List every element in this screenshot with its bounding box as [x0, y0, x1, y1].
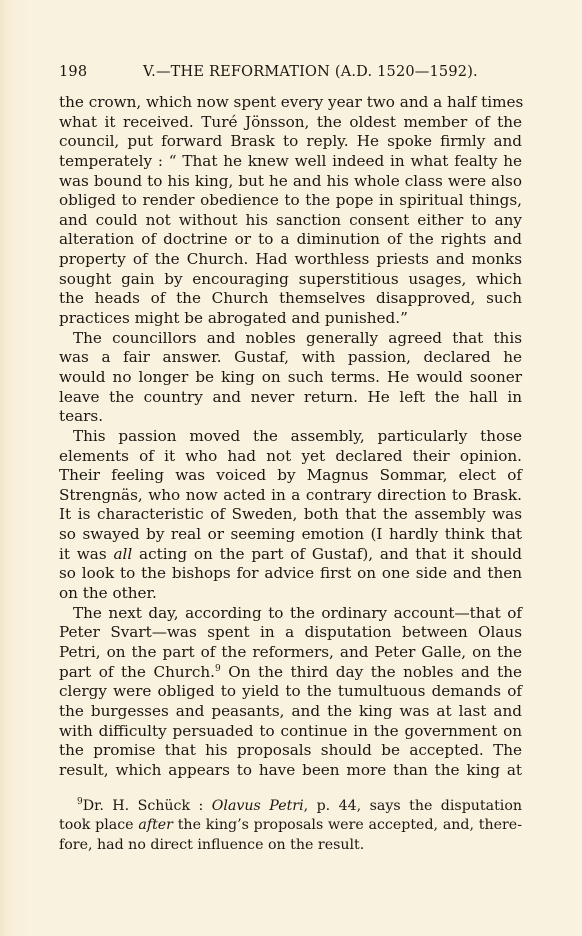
body-line: was bound to his king, but he and his whole class were also	[59, 171, 522, 190]
body-line: part of the Church.$^9$ On the third day the nobles and the	[59, 662, 522, 681]
body-line: tears.	[59, 407, 104, 426]
body-line: with difficulty persuaded to continue in the government on	[59, 721, 522, 740]
footnote	[59, 797, 522, 855]
body-line: was a fair answer. Gustaf, with passion, declared he	[59, 348, 522, 367]
body-line: alteration of doctrine or to a diminution of the rights and	[59, 230, 522, 249]
footnote-line: took place after the king’s proposals were accepted, and, there-	[59, 817, 522, 834]
body-line: what it received. Turé Jönsson, the oldest member of the	[59, 112, 522, 131]
body-line: so look to the bishops for advice first on one side and then	[59, 564, 522, 583]
body-line: obliged to render obedience to the pope in spiritual things,	[59, 191, 522, 210]
body-line: clergy were obliged to yield to the tumultuous demands of	[59, 682, 522, 701]
body-line: temperately : “ That he knew well indeed in what fealty he	[59, 151, 522, 170]
body-line: it was all acting on the part of Gustaf), and that it should	[59, 544, 523, 563]
body-line: This passion moved the assembly, particularly those	[73, 426, 522, 445]
body-line: It is characteristic of Sweden, both that the assembly was	[59, 505, 522, 524]
body-line: on the other.	[59, 584, 157, 603]
body-line: Their feeling was voiced by Magnus Sommar, elect of	[59, 466, 522, 485]
body-text	[59, 93, 522, 780]
body-line: Peter Svart—was spent in a disputation between Olaus	[59, 623, 522, 642]
body-line: the crown, which now spent every year two and a half times	[59, 93, 524, 111]
body-line: so swayed by real or seeming emotion (I hardly think that	[59, 525, 522, 544]
body-line: council, put forward Brask to reply. He spoke firmly and	[59, 132, 522, 151]
body-line: sought gain by encouraging superstitious usages, which	[59, 269, 522, 288]
body-line: the heads of the Church themselves disapproved, such	[59, 289, 522, 308]
body-line: Strengnäs, who now acted in a contrary direction to Brask.	[59, 485, 522, 504]
footnote-line: fore, had no direct influence on the result.	[59, 836, 365, 853]
body-line: property of the Church. Had worthless priests and monks	[59, 250, 522, 269]
running-head: V.—THE REFORMATION (A.D. 1520—1592).	[143, 64, 478, 80]
body-line: Petri, on the part of the reformers, and Peter Galle, on the	[59, 642, 522, 661]
body-line: the promise that his proposals should be accepted. The	[59, 741, 522, 760]
body-line: would no longer be king on such terms. He would sooner	[59, 367, 522, 386]
body-line: The councillors and nobles generally agreed that this	[73, 328, 522, 347]
page-number: 198	[59, 64, 88, 80]
footnote-line: $^9$Dr. H. Schück : Olavus Petri, p. 44, says the disputation	[77, 797, 522, 814]
body-line: the burgesses and peasants, and the king was at last and	[59, 701, 522, 720]
body-line: and could not without his sanction consent either to any	[59, 210, 522, 229]
page-header	[59, 64, 525, 86]
body-line: practices might be abrogated and punished.”	[59, 309, 408, 328]
body-line: result, which appears to have been more than the king at	[59, 760, 522, 779]
body-line: elements of it who had not yet declared their opinion.	[59, 446, 522, 465]
body-line: The next day, according to the ordinary account—that of	[73, 603, 522, 622]
body-line: leave the country and never return. He left the hall in	[59, 387, 522, 406]
